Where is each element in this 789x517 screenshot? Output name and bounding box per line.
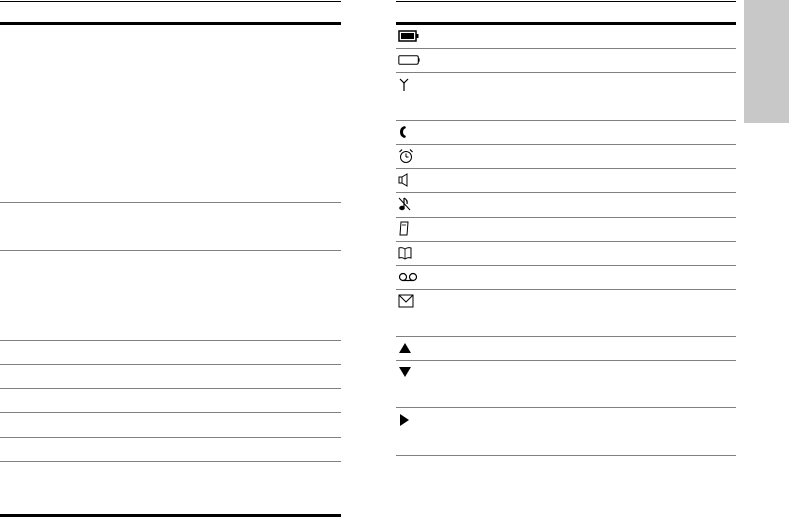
right-table-top-rule	[396, 1, 736, 2]
voicemail-icon	[398, 272, 420, 290]
right-table-row-divider	[396, 289, 736, 290]
chapter-side-tab	[744, 0, 789, 123]
speaker-icon	[398, 173, 420, 191]
right-table-row-divider	[396, 72, 736, 73]
right-table	[396, 0, 736, 517]
right-table-row-divider	[396, 192, 736, 193]
right-table-bottom-rule	[396, 455, 736, 456]
battery-empty-icon	[398, 54, 420, 72]
arrow-right-icon	[398, 413, 420, 431]
left-table	[0, 0, 341, 517]
right-table-row-divider	[396, 265, 736, 266]
right-table-row-divider	[396, 336, 736, 337]
right-table-row-divider	[396, 217, 736, 218]
left-table-row-divider	[0, 461, 341, 462]
arrow-down-icon	[398, 366, 420, 384]
right-table-row-divider	[396, 407, 736, 408]
right-table-row-divider	[396, 144, 736, 145]
left-table-header-rule	[0, 22, 341, 25]
right-table-row-divider	[396, 360, 736, 361]
left-table-row-divider	[0, 437, 341, 438]
right-table-row-divider	[396, 48, 736, 49]
ringer-off-icon	[398, 196, 420, 214]
arrow-up-icon	[398, 342, 420, 360]
envelope-icon	[398, 294, 420, 312]
left-table-row-divider	[0, 250, 341, 251]
left-table-top-rule	[0, 1, 341, 2]
memo-icon	[398, 221, 420, 239]
alarm-clock-icon	[398, 148, 420, 166]
signal-antenna-icon	[398, 78, 420, 96]
left-table-row-divider	[0, 340, 341, 341]
phonebook-icon	[398, 246, 420, 264]
left-table-row-divider	[0, 364, 341, 365]
battery-full-icon	[398, 30, 420, 48]
right-table-row-divider	[396, 120, 736, 121]
left-table-row-divider	[0, 412, 341, 413]
phone-handset-icon	[398, 125, 420, 143]
left-table-row-divider	[0, 388, 341, 389]
right-table-row-divider	[396, 241, 736, 242]
right-table-row-divider	[396, 168, 736, 169]
right-table-header-rule	[396, 22, 736, 25]
left-table-row-divider	[0, 202, 341, 203]
